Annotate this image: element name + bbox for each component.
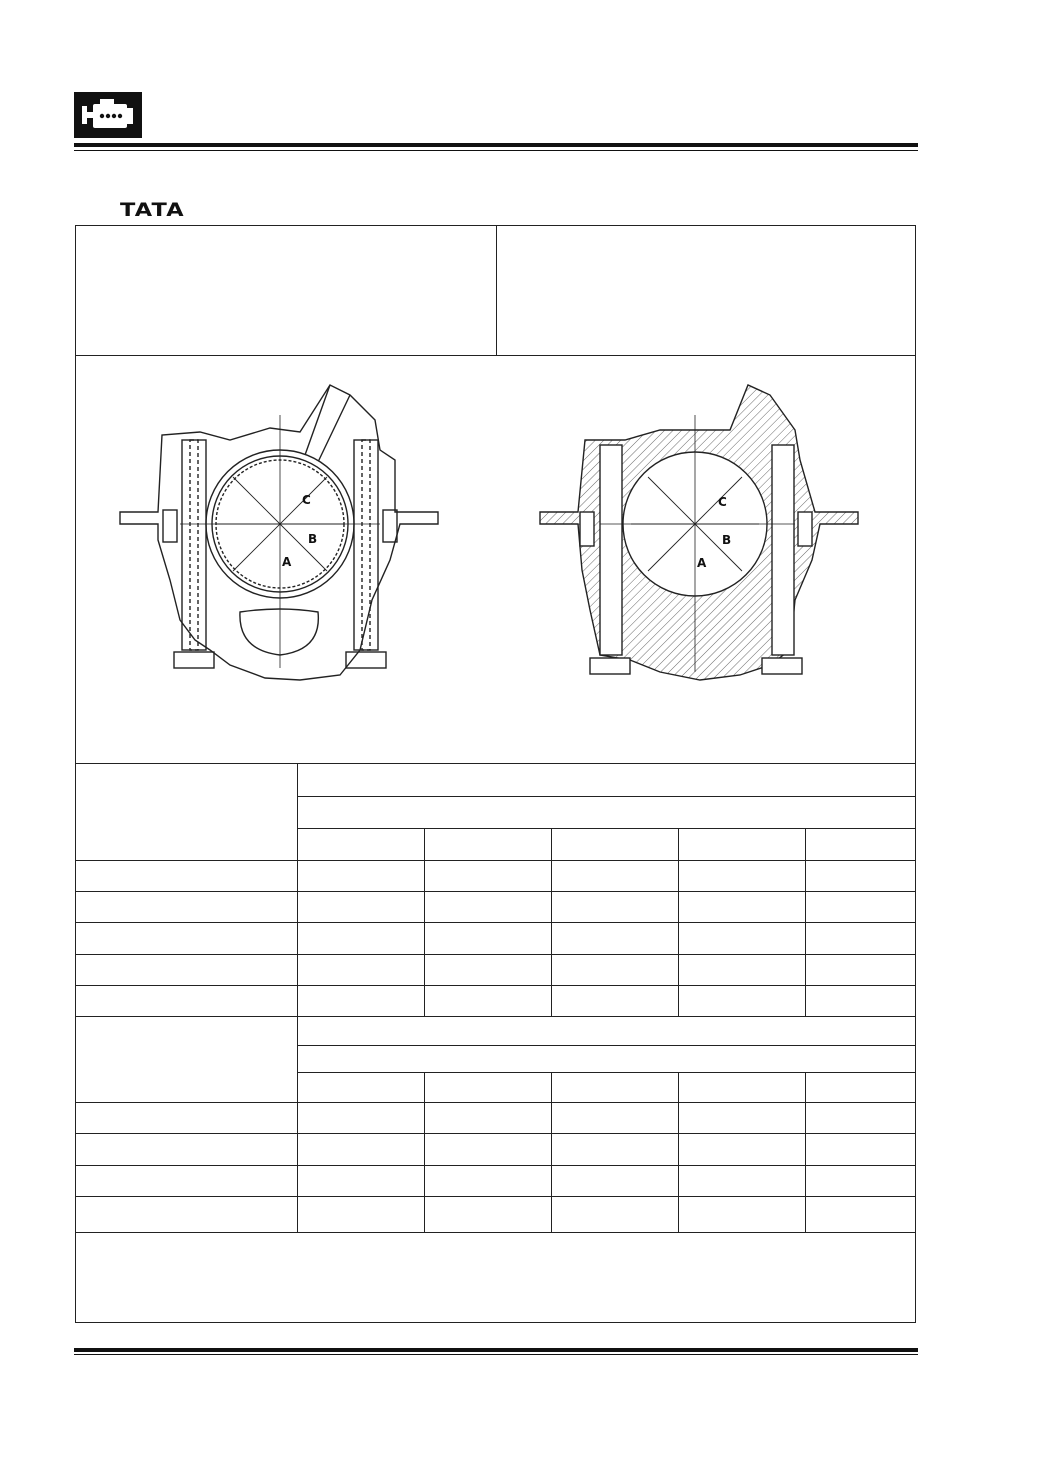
right-label-c: C: [718, 495, 727, 509]
left-label-b: B: [308, 532, 318, 546]
left-label-c: C: [302, 493, 311, 507]
figure-bottom-rule: [75, 763, 916, 764]
table-column-divider: [678, 1072, 679, 1232]
table-row-rule: [75, 1102, 916, 1103]
left-section-diagram: [120, 385, 438, 680]
table-header-rule: [297, 1045, 916, 1046]
table-row-rule: [75, 860, 916, 861]
brand-logo-text: TATA: [120, 199, 185, 221]
table-label-column-divider: [297, 763, 298, 1016]
table-column-divider: [805, 1072, 806, 1232]
table-row-rule: [75, 1016, 916, 1017]
table-header-rule: [297, 796, 916, 797]
table-row-rule: [75, 891, 916, 892]
left-label-a: A: [282, 555, 292, 569]
table-label-column-divider: [297, 1016, 298, 1232]
right-label-b: B: [722, 533, 732, 547]
table-row-rule: [75, 1165, 916, 1166]
right-label-a: A: [697, 556, 707, 570]
table-column-divider: [805, 828, 806, 1016]
table-header-rule: [297, 1072, 916, 1073]
table-header-rule: [297, 828, 916, 829]
table-column-divider: [551, 1072, 552, 1232]
table-row-rule: [75, 954, 916, 955]
right-section-diagram: [540, 385, 858, 680]
table-row-rule: [75, 922, 916, 923]
footer-rule-thin: [74, 1354, 918, 1355]
table-row-rule: [75, 1232, 916, 1233]
table-row-rule: [75, 1133, 916, 1134]
footer-rule-thick: [74, 1348, 918, 1352]
table-row-rule: [75, 985, 916, 986]
table-column-divider: [678, 828, 679, 1016]
table-row-rule: [75, 1196, 916, 1197]
table-column-divider: [424, 828, 425, 1016]
table-column-divider: [551, 828, 552, 1016]
table-column-divider: [424, 1072, 425, 1232]
